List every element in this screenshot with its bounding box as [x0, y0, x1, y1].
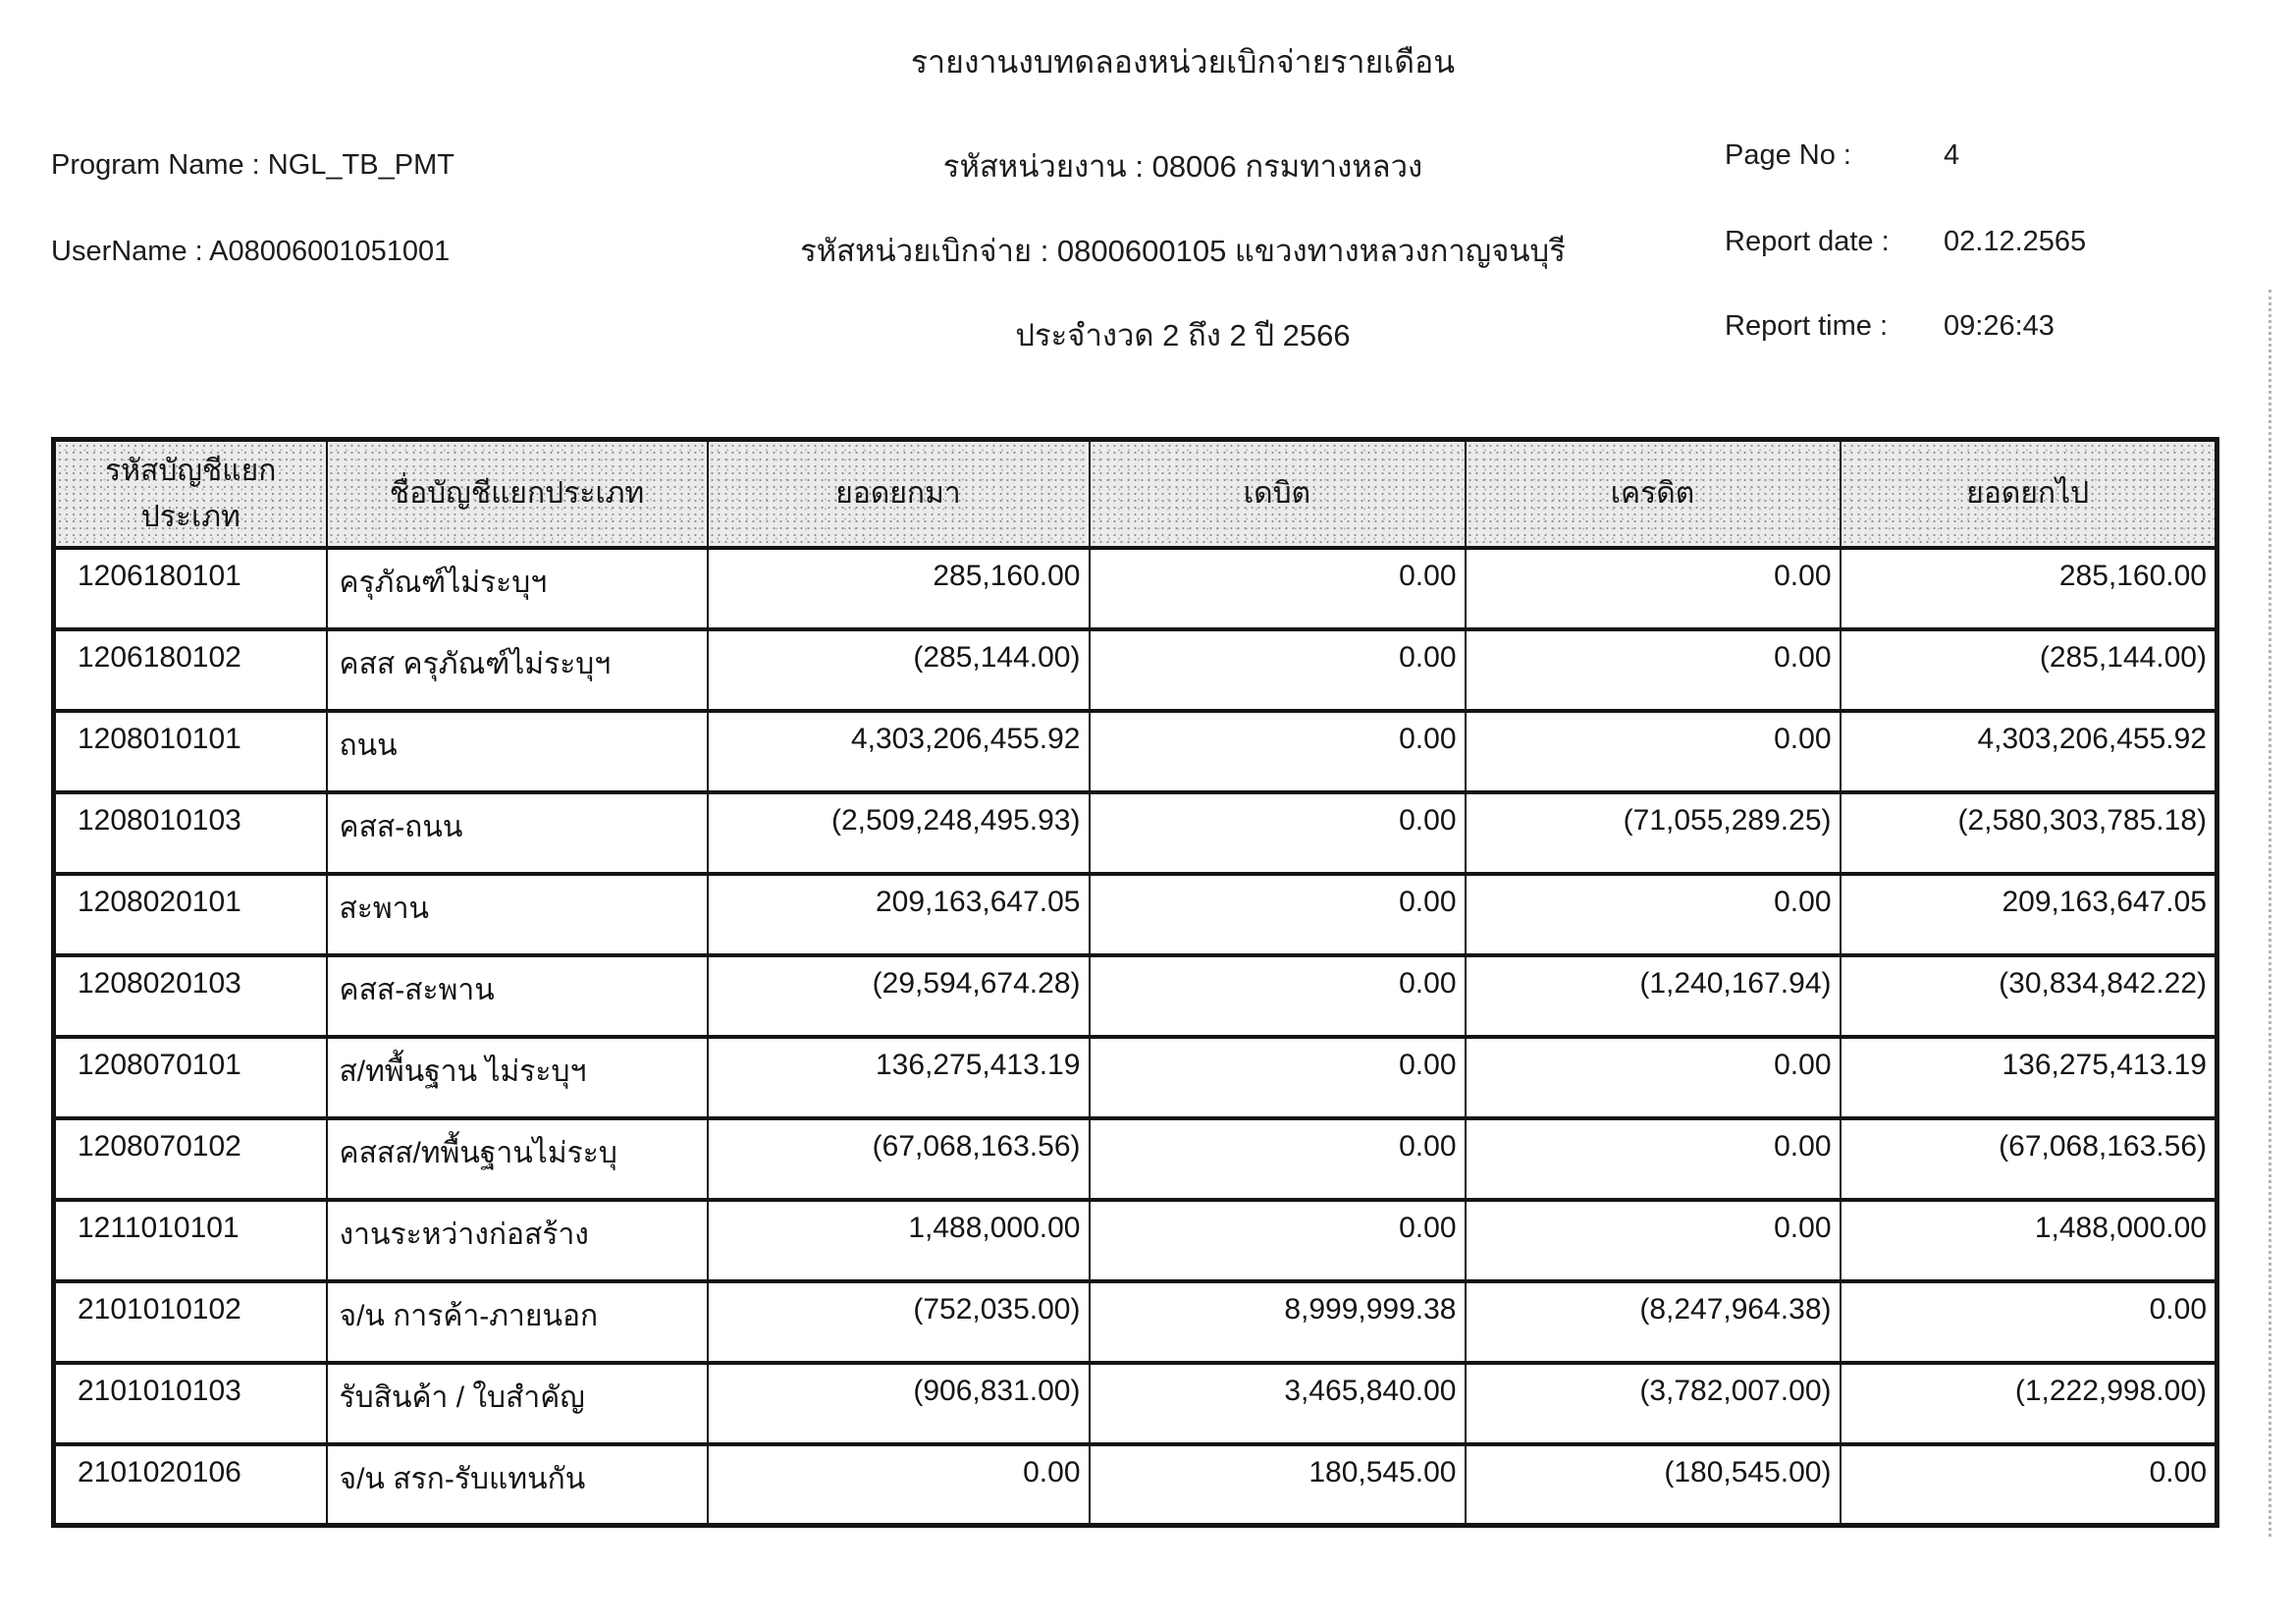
table-row — [54, 1118, 2217, 1200]
debit-cell: 0.00 — [1090, 955, 1466, 1037]
account-name-cell: รับสินค้า / ใบสำคัญ — [327, 1363, 708, 1444]
balance-forward-cell: (285,144.00) — [708, 629, 1090, 711]
debit-cell: 0.00 — [1090, 711, 1466, 792]
page-no-value: 4 — [1944, 139, 1960, 171]
credit-cell: 0.00 — [1466, 1037, 1841, 1118]
report-date-value: 02.12.2565 — [1944, 226, 2087, 257]
credit-cell: 0.00 — [1466, 1118, 1841, 1200]
account-name-cell: จ/น การค้า-ภายนอก — [327, 1281, 708, 1363]
program-name-line — [51, 149, 454, 182]
debit-cell: 0.00 — [1090, 1037, 1466, 1118]
balance-forward-cell: (906,831.00) — [708, 1363, 1090, 1444]
table-row — [54, 1037, 2217, 1118]
balance-forward-cell: 4,303,206,455.92 — [708, 711, 1090, 792]
debit-cell: 0.00 — [1090, 1118, 1466, 1200]
balance-carried-cell: 0.00 — [1841, 1444, 2217, 1526]
table-row — [54, 1281, 2217, 1363]
debit-cell: 3,465,840.00 — [1090, 1363, 1466, 1444]
report-date-label: Report date : — [1725, 226, 1890, 257]
account-name-cell: คสส-สะพาน — [327, 955, 708, 1037]
credit-cell: 0.00 — [1466, 629, 1841, 711]
credit-cell: 0.00 — [1466, 711, 1841, 792]
column-header-account-name: ชื่อบัญชีแยกประเภท — [327, 440, 708, 548]
balance-carried-cell: (285,144.00) — [1841, 629, 2217, 711]
table-row — [54, 711, 2217, 792]
page-no-label: Page No : — [1725, 139, 1851, 171]
program-name-label: Program Name : — [51, 149, 260, 181]
period-line: ประจำงวด 2 ถึง 2 ปี 2566 — [1015, 318, 1351, 352]
credit-cell: (71,055,289.25) — [1466, 792, 1841, 874]
account-name-cell: ถนน — [327, 711, 708, 792]
account-name-cell: ครุภัณฑ์ไม่ระบุฯ — [327, 548, 708, 629]
table-row — [54, 1444, 2217, 1526]
account-code-cell: 1208070101 — [54, 1037, 327, 1118]
debit-cell: 0.00 — [1090, 548, 1466, 629]
account-code-cell: 1206180101 — [54, 548, 327, 629]
account-code-cell: 2101010102 — [54, 1281, 327, 1363]
balance-carried-cell: 1,488,000.00 — [1841, 1200, 2217, 1281]
table-row — [54, 629, 2217, 711]
balance-carried-cell: 285,160.00 — [1841, 548, 2217, 629]
debit-cell: 0.00 — [1090, 629, 1466, 711]
account-name-cell: สะพาน — [327, 874, 708, 955]
balance-forward-cell: (29,594,674.28) — [708, 955, 1090, 1037]
account-code-cell: 1208010103 — [54, 792, 327, 874]
account-name-cell: ส/ทพื้นฐาน ไม่ระบุฯ — [327, 1037, 708, 1118]
column-header-balance-fwd: ยอดยกมา — [708, 440, 1090, 548]
balance-carried-cell: (1,222,998.00) — [1841, 1363, 2217, 1444]
account-name-cell: คสสส/ทพื้นฐานไม่ระบุ — [327, 1118, 708, 1200]
credit-cell: 0.00 — [1466, 1200, 1841, 1281]
table-row — [54, 792, 2217, 874]
balance-carried-cell: (30,834,842.22) — [1841, 955, 2217, 1037]
username-line — [51, 236, 450, 268]
balance-carried-cell: 4,303,206,455.92 — [1841, 711, 2217, 792]
username-value: A08006001051001 — [209, 236, 451, 267]
trial-balance-table — [51, 437, 2219, 1528]
account-code-cell: 1206180102 — [54, 629, 327, 711]
report-time-value: 09:26:43 — [1944, 310, 2055, 342]
credit-cell: (3,782,007.00) — [1466, 1363, 1841, 1444]
column-header-debit: เดบิต — [1090, 440, 1466, 548]
balance-forward-cell: (2,509,248,495.93) — [708, 792, 1090, 874]
credit-cell: 0.00 — [1466, 874, 1841, 955]
debit-cell: 8,999,999.38 — [1090, 1281, 1466, 1363]
balance-carried-cell: (2,580,303,785.18) — [1841, 792, 2217, 874]
account-name-cell: งานระหว่างก่อสร้าง — [327, 1200, 708, 1281]
column-header-balance-carry: ยอดยกไป — [1841, 440, 2217, 548]
account-name-cell: จ/น สรก-รับแทนกัน — [327, 1444, 708, 1526]
agency-code-line: รหัสหน่วยงาน : 08006 กรมทางหลวง — [942, 149, 1423, 184]
account-code-cell: 2101020106 — [54, 1444, 327, 1526]
debit-cell: 180,545.00 — [1090, 1444, 1466, 1526]
balance-forward-cell: 0.00 — [708, 1444, 1090, 1526]
column-header-account-code: รหัสบัญชีแยกประเภท — [54, 440, 327, 548]
table-row — [54, 548, 2217, 629]
table-row — [54, 1200, 2217, 1281]
account-code-cell: 1208020103 — [54, 955, 327, 1037]
debit-cell: 0.00 — [1090, 1200, 1466, 1281]
account-name-cell: คสส ครุภัณฑ์ไม่ระบุฯ — [327, 629, 708, 711]
balance-carried-cell: (67,068,163.56) — [1841, 1118, 2217, 1200]
table-body — [54, 548, 2217, 1526]
debit-cell: 0.00 — [1090, 874, 1466, 955]
account-name-cell: คสส-ถนน — [327, 792, 708, 874]
credit-cell: (8,247,964.38) — [1466, 1281, 1841, 1363]
report-title: รายงานงบทดลองหน่วยเบิกจ่ายรายเดือน — [910, 44, 1456, 80]
credit-cell: (1,240,167.94) — [1466, 955, 1841, 1037]
balance-forward-cell: 136,275,413.19 — [708, 1037, 1090, 1118]
balance-forward-cell: 285,160.00 — [708, 548, 1090, 629]
program-name-value: NGL_TB_PMT — [267, 149, 454, 181]
username-label: UserName : — [51, 236, 203, 267]
balance-carried-cell: 0.00 — [1841, 1281, 2217, 1363]
table-header-row — [54, 440, 2217, 548]
balance-forward-cell: 1,488,000.00 — [708, 1200, 1090, 1281]
debit-cell: 0.00 — [1090, 792, 1466, 874]
table-row — [54, 874, 2217, 955]
account-code-cell: 2101010103 — [54, 1363, 327, 1444]
balance-forward-cell: (67,068,163.56) — [708, 1118, 1090, 1200]
credit-cell: 0.00 — [1466, 548, 1841, 629]
account-code-cell: 1211010101 — [54, 1200, 327, 1281]
account-code-cell: 1208010101 — [54, 711, 327, 792]
column-header-credit: เครดิต — [1466, 440, 1841, 548]
balance-carried-cell: 209,163,647.05 — [1841, 874, 2217, 955]
balance-forward-cell: 209,163,647.05 — [708, 874, 1090, 955]
credit-cell: (180,545.00) — [1466, 1444, 1841, 1526]
page-edge-dotted-line — [2269, 290, 2271, 1537]
table-row — [54, 955, 2217, 1037]
table-header — [54, 440, 2217, 548]
report-time-label: Report time : — [1725, 310, 1888, 342]
balance-forward-cell: (752,035.00) — [708, 1281, 1090, 1363]
balance-carried-cell: 136,275,413.19 — [1841, 1037, 2217, 1118]
account-code-cell: 1208070102 — [54, 1118, 327, 1200]
disburse-unit-line: รหัสหน่วยเบิกจ่าย : 0800600105 แขวงทางหลวงกาญจนบุรี — [800, 234, 1566, 268]
account-code-cell: 1208020101 — [54, 874, 327, 955]
table-row — [54, 1363, 2217, 1444]
